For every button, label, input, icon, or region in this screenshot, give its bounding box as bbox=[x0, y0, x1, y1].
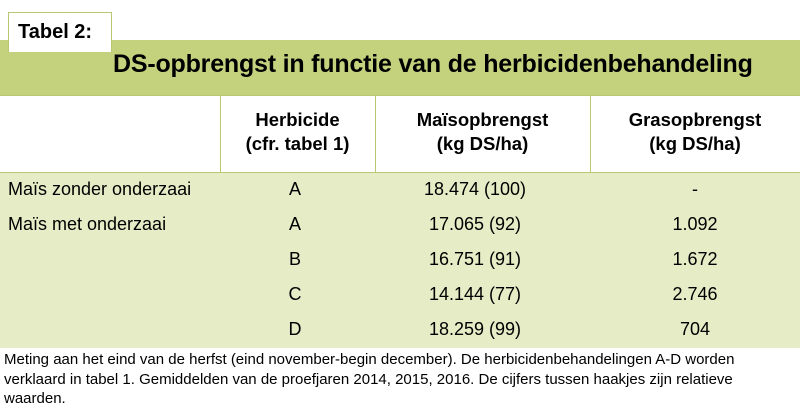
header-mais-line1: Maïsopbrengst bbox=[416, 109, 549, 130]
row-grasopbrengst: 704 bbox=[679, 319, 711, 339]
row-herbicide: B bbox=[288, 249, 301, 269]
row-label: Maïs met onderzaai bbox=[8, 214, 167, 234]
row-maisopbrengst: 14.144 (77) bbox=[428, 284, 522, 304]
header-maisopbrengst bbox=[375, 108, 590, 156]
header-gras-line1: Grasopbrengst bbox=[628, 109, 762, 130]
row-maisopbrengst: 17.065 (92) bbox=[428, 214, 522, 234]
header-herbicide-line2: (cfr. tabel 1) bbox=[245, 133, 350, 154]
row-maisopbrengst: 18.474 (100) bbox=[423, 179, 527, 199]
row-herbicide: C bbox=[288, 284, 302, 304]
table-row bbox=[0, 243, 800, 278]
row-herbicide: D bbox=[288, 319, 302, 339]
table-body bbox=[0, 173, 800, 348]
header-herbicide-line1: Herbicide bbox=[255, 109, 340, 130]
table-header-row bbox=[0, 95, 800, 173]
table-tab-label: Tabel 2: bbox=[8, 12, 112, 52]
table-title: DS-opbrengst in functie van de herbicidenbehandeling bbox=[113, 50, 753, 78]
table-footnote: Meting aan het eind van de herfst (eind november-begin december). De herbicidenbehandelingen A-D worden verklaard in tabel 1. Gemiddelden van de proefjaren 2014, 2015, 2016. De cijfers tussen haakjes zijn relatieve waarden. bbox=[4, 351, 735, 407]
title-bar bbox=[0, 40, 800, 95]
row-maisopbrengst: 18.259 (99) bbox=[428, 319, 522, 339]
header-mais-line2: (kg DS/ha) bbox=[436, 133, 529, 154]
row-herbicide: A bbox=[288, 214, 301, 234]
row-grasopbrengst: 1.672 bbox=[672, 249, 718, 269]
row-grasopbrengst: - bbox=[692, 179, 698, 199]
header-herbicide bbox=[220, 108, 375, 156]
row-label: Maïs zonder onderzaai bbox=[8, 179, 192, 199]
table-row bbox=[0, 313, 800, 348]
row-maisopbrengst: 16.751 (91) bbox=[428, 249, 522, 269]
header-gras-line2: (kg DS/ha) bbox=[649, 133, 741, 154]
row-grasopbrengst: 1.092 bbox=[672, 214, 718, 234]
row-herbicide: A bbox=[288, 179, 301, 199]
table-row bbox=[0, 173, 800, 208]
row-grasopbrengst: 2.746 bbox=[672, 284, 718, 304]
table-row bbox=[0, 278, 800, 313]
table-row bbox=[0, 208, 800, 243]
header-grasopbrengst bbox=[590, 108, 800, 156]
